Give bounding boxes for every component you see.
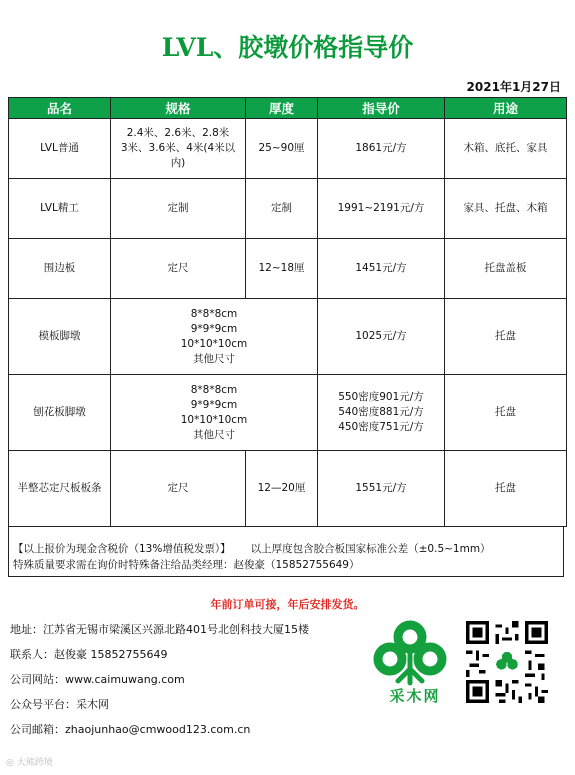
note-special: 特殊质量要求需在询价时特殊备注给品类经理：赵俊豪（15852755649） bbox=[13, 559, 360, 571]
cell-thickness: 12—20厘 bbox=[246, 451, 318, 527]
cell-spec: 8*8*8cm 9*9*9cm 10*10*10cm 其他尺寸 bbox=[111, 375, 318, 451]
contact-website[interactable]: 公司网站：www.caimuwang.com bbox=[10, 673, 185, 686]
header-spec: 规格 bbox=[111, 98, 246, 119]
cell-use: 托盘 bbox=[445, 451, 567, 527]
cell-price: 1861元/方 bbox=[318, 119, 445, 179]
cell-use: 托盘 bbox=[445, 299, 567, 375]
cell-spec: 定尺 bbox=[111, 451, 246, 527]
contact-wechat: 公众号平台：采木网 bbox=[10, 698, 109, 711]
table-row bbox=[9, 451, 567, 527]
table-header-row bbox=[9, 98, 567, 119]
contact-email[interactable]: 公司邮箱：zhaojunhao@cmwood123.com.cn bbox=[10, 723, 251, 736]
watermark bbox=[6, 755, 53, 768]
table-row bbox=[9, 239, 567, 299]
note-tax: 【以上报价为现金含税价（13%增值税发票）】 bbox=[13, 543, 231, 555]
notes-box bbox=[8, 527, 564, 577]
page-title: LVL、胶墩价格指导价 bbox=[161, 33, 414, 62]
red-notice: 年前订单可接，年后安排发货。 bbox=[210, 598, 365, 611]
cell-price: 1025元/方 bbox=[318, 299, 445, 375]
watermark-text: 大熊跨境 bbox=[16, 758, 53, 768]
cell-spec: 定制 bbox=[111, 179, 246, 239]
table-row bbox=[9, 375, 567, 451]
watermark-logo-icon: ◎ bbox=[6, 758, 17, 768]
price-table bbox=[8, 97, 567, 527]
cell-use: 木箱、底托、家具 bbox=[445, 119, 567, 179]
cell-spec: 2.4米、2.6米、2.8米 3米、3.6米、4米(4米以内) bbox=[111, 119, 246, 179]
date-label: 2021年1月27日 bbox=[466, 80, 561, 94]
cell-name: LVL普通 bbox=[9, 119, 111, 179]
cell-price: 1451元/方 bbox=[318, 239, 445, 299]
cell-name: 围边板 bbox=[9, 239, 111, 299]
cell-thickness: 定制 bbox=[246, 179, 318, 239]
cell-use: 家具、托盘、木箱 bbox=[445, 179, 567, 239]
header-price: 指导价 bbox=[318, 98, 445, 119]
header-use: 用途 bbox=[445, 98, 567, 119]
cell-price: 550密度901元/方 540密度881元/方 450密度751元/方 bbox=[318, 375, 445, 451]
cell-name: 半整芯定尺板板条 bbox=[9, 451, 111, 527]
table-row bbox=[9, 299, 567, 375]
cell-name: LVL精工 bbox=[9, 179, 111, 239]
note-tolerance: 以上厚度包含胶合板国家标准公差（±0.5~1mm） bbox=[250, 543, 491, 555]
cell-name: 模板脚墩 bbox=[9, 299, 111, 375]
cell-thickness: 12~18厘 bbox=[246, 239, 318, 299]
cell-price: 1551元/方 bbox=[318, 451, 445, 527]
table-row bbox=[9, 119, 567, 179]
contact-address: 地址：江苏省无锡市梁溪区兴源北路401号北创科技大厦15楼 bbox=[10, 623, 309, 636]
table-row bbox=[9, 179, 567, 239]
cell-spec: 8*8*8cm 9*9*9cm 10*10*10cm 其他尺寸 bbox=[111, 299, 318, 375]
cell-name: 刨花板脚墩 bbox=[9, 375, 111, 451]
cell-thickness: 25~90厘 bbox=[246, 119, 318, 179]
contact-person: 联系人：赵俊豪 15852755649 bbox=[10, 648, 168, 661]
cell-use: 托盘盖板 bbox=[445, 239, 567, 299]
cell-price: 1991~2191元/方 bbox=[318, 179, 445, 239]
header-name: 品名 bbox=[9, 98, 111, 119]
logo-text: 采木网 bbox=[389, 687, 441, 705]
qr-code-icon bbox=[466, 621, 548, 703]
cell-spec: 定尺 bbox=[111, 239, 246, 299]
header-thickness: 厚度 bbox=[246, 98, 318, 119]
cell-use: 托盘 bbox=[445, 375, 567, 451]
